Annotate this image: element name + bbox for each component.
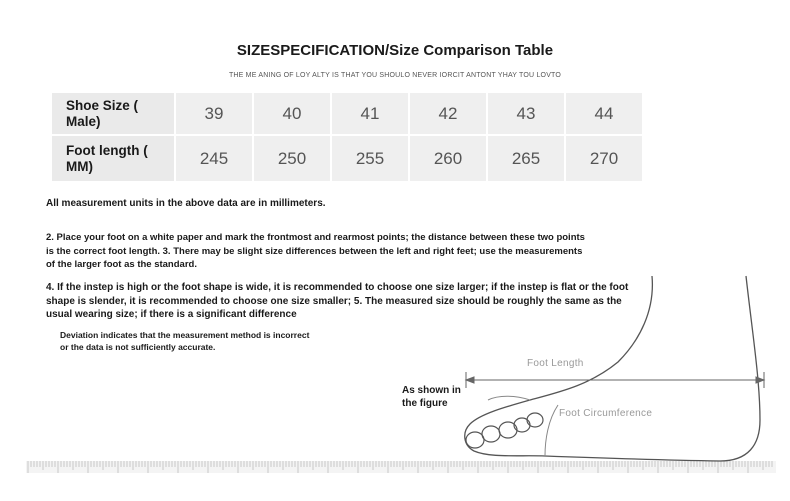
table-cell: 265	[488, 136, 564, 181]
table-cell: 40	[254, 93, 330, 134]
table-cell: 42	[410, 93, 486, 134]
table-cell: 44	[566, 93, 642, 134]
foot-length-arrow	[466, 372, 764, 388]
table-cell: 260	[410, 136, 486, 181]
page-subtitle: THE ME ANING OF LOY ALTY IS THAT YOU SHOULO NEVER IORCIT ANTONT YHAY TOU LOVTO	[228, 72, 562, 79]
note-measure-steps: 2. Place your foot on a white paper and mark the frontmost and rearmost points; the distance between these two points is the correct foot length. 3. There may be slight size differences between the left and right feet; use the measurements of the larger foot as the standard.	[46, 232, 585, 270]
table-cell: 250	[254, 136, 330, 181]
table-cell: 255	[332, 136, 408, 181]
note-deviation: Deviation indicates that the measurement method is incorrect or the data is not sufficiently accurate.	[60, 330, 310, 352]
note-units: All measurement units in the above data are in millimeters.	[46, 198, 326, 209]
note-size-advice: 4. If the instep is high or the foot shape is wide, it is recommended to choose one size larger; if the instep is flat or the foot shape is slender, it is recommended to choose one size smaller; 5. The measured size should be roughly the same as the usual wearing size; if there is a significant difference	[46, 282, 629, 320]
foot-outline	[465, 276, 760, 461]
ruler	[26, 461, 776, 473]
circumference-arc	[545, 405, 558, 456]
foot-length-label: Foot Length	[527, 358, 584, 369]
foot-circumference-label: Foot Circumference	[559, 408, 653, 419]
circumference-arc	[488, 396, 530, 400]
row-label-shoe-size: Shoe Size ( Male)	[52, 93, 174, 134]
table-cell: 270	[566, 136, 642, 181]
table-cell: 43	[488, 93, 564, 134]
table-cell: 41	[332, 93, 408, 134]
as-shown-label: As shown in the figure	[402, 385, 461, 409]
table-cell: 245	[176, 136, 252, 181]
row-label-foot-length: Foot length ( MM)	[52, 136, 174, 181]
page-title: SIZESPECIFICATION/Size Comparison Table	[236, 42, 554, 59]
table-cell: 39	[176, 93, 252, 134]
